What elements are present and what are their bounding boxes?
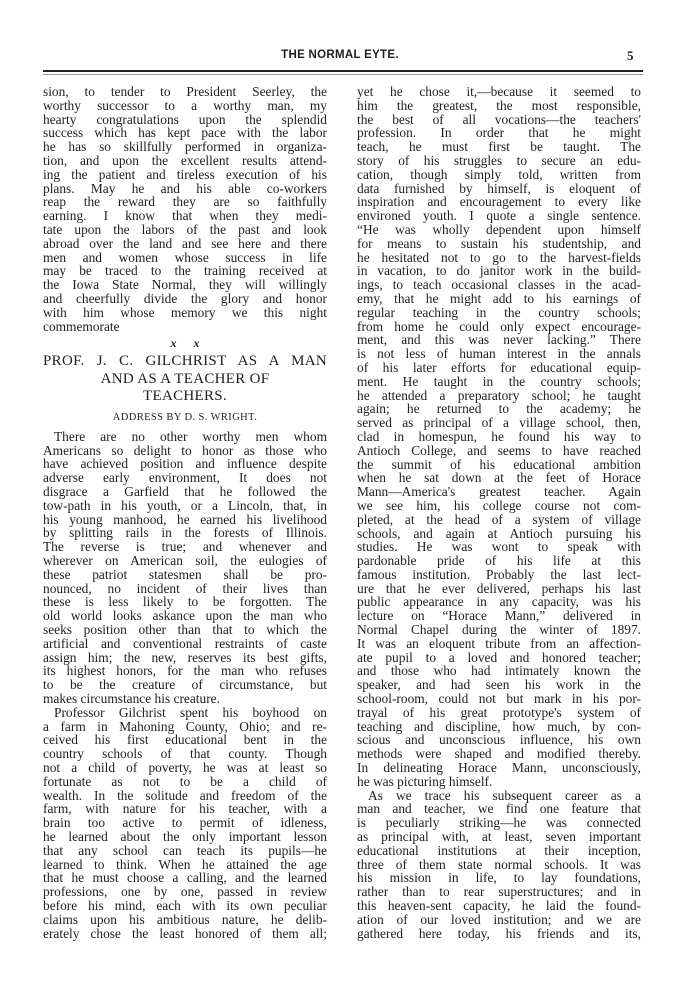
text-line: in vacation, to do janitor work in the build- — [357, 263, 641, 279]
text-line: his young manhood, he earned his livelihood — [43, 511, 327, 527]
text-line: ment. He taught in the country schools; — [357, 373, 641, 389]
text-line: farm, with nature for his teacher, with a — [43, 801, 327, 817]
text-line: these is less likely to be forgotten. The — [43, 594, 327, 610]
text-line: tow-path in his youth, or a Lincoln, that, in — [43, 497, 327, 513]
article-title-line: AND AS A TEACHER OF — [100, 370, 270, 387]
text-line: him the greatest, the most responsible, — [357, 97, 641, 113]
text-line: gathered here today, his friends and its, — [357, 925, 641, 941]
text-line: adverse early environment, It does not — [43, 470, 327, 486]
text-line: plans. May he and his able co-workers — [43, 180, 327, 196]
text-line: served as principal of a village school, then, — [357, 415, 641, 431]
text-line: he hesitated not to go to the harvest-fields — [357, 249, 641, 265]
text-line: artificial and conventional restraints of caste — [43, 635, 327, 651]
text-line: may be traced to the training received at — [43, 263, 327, 279]
text-line: the summit of his educational ambition — [357, 456, 641, 472]
text-line: to be the creature of circumstance, but — [43, 677, 327, 693]
text-line: assign him; the new, reserves its best gifts, — [43, 649, 327, 665]
text-line: wherever on American soil, the eulogies of — [43, 553, 327, 569]
text-line: Normal Chapel during the winter of 1897. — [357, 622, 641, 638]
text-line: men and women whose success in life — [43, 249, 327, 265]
text-line: and those who had intimately known the — [357, 663, 641, 679]
text-line: ation of our loved institution; and we are — [357, 911, 641, 927]
text-line: three of them state normal schools. It was — [357, 856, 641, 872]
text-line: clad in homespun, he found his way to — [357, 428, 641, 444]
running-head: THE NORMAL EYTE. — [281, 49, 399, 61]
text-line: its highest honors, for the man who refuses — [43, 663, 327, 679]
text-line: data furnished by himself, is eloquent of — [357, 180, 641, 196]
text-line: pardonable pride of his life at this — [357, 553, 641, 569]
text-line: school-room, could not but mark in his por- — [357, 691, 641, 707]
text-line: public appearance in any capacity, was his — [357, 594, 641, 610]
text-line: makes circumstance his creature. — [43, 690, 220, 706]
text-line: nounced, no incident of their lives than — [43, 580, 327, 596]
text-line: seeks position other than that to which the — [43, 622, 327, 637]
text-line: lecture on “Horace Mann,” delivered in — [357, 608, 641, 624]
paragraph — [357, 789, 641, 941]
paragraph — [43, 430, 327, 706]
paragraph — [357, 85, 641, 789]
text-line: this heaven-sent capacity, he laid the found- — [357, 898, 641, 914]
text-line: worthy successor to a worthy man, my — [43, 97, 327, 113]
text-line: schools, and again at Antioch pursuing his — [357, 525, 641, 541]
text-line: speaker, and had seen his work in the — [357, 677, 641, 693]
text-line: not a child of poverty, he was at least so — [43, 759, 327, 775]
text-line: story of his struggles to secure an edu- — [357, 152, 641, 168]
text-line: emy, that he might add to his earnings of — [357, 290, 641, 306]
text-line: pleted, at the head of a system of village — [357, 511, 641, 527]
text-line: commemorate — [43, 318, 120, 334]
text-line: old world looks askance upon the man who — [43, 608, 327, 624]
text-line: The reverse is true; and whenever and — [43, 539, 327, 555]
text-line: sion, to tender to President Seerley, the — [43, 84, 327, 99]
text-line: ings, to teach occasional classes in the acad- — [357, 277, 641, 293]
text-line: hearty congratulations upon the splendid — [43, 111, 327, 127]
header-rule — [43, 70, 643, 72]
text-line: wealth. In the solitude and freedom of the — [43, 787, 327, 803]
text-line: he has so skillfully performed in organiza- — [43, 139, 327, 155]
text-line: his mission in life, to lay foundations, — [357, 870, 641, 886]
text-line: for means to sustain his studentship, and — [357, 235, 641, 251]
text-line: tion, and upon the excellent results attend- — [43, 152, 327, 168]
page-number: 5 — [627, 48, 634, 63]
text-line: and cheerfully divide the glory and honor — [43, 290, 327, 306]
text-line: methods were shaped and modified thereby. — [357, 746, 641, 762]
text-line: earning. I know that when they medi- — [43, 208, 327, 224]
text-line: erately chose the least honored of them all; — [43, 925, 327, 941]
text-line: when he sat down at the feet of Horace — [357, 470, 641, 486]
text-line: of his later efforts for educational equip- — [357, 359, 641, 375]
section-separator: x x — [170, 336, 200, 351]
article-title-line: TEACHERS. — [143, 388, 227, 405]
article-title-line: PROF. J. C. GILCHRIST AS A MAN — [43, 353, 327, 370]
article-title — [43, 353, 327, 406]
text-line: educational institutions at their inception, — [357, 842, 641, 858]
text-line: As we trace his subsequent career as a — [368, 787, 641, 803]
text-line: he attended a preparatory school; he taught — [357, 387, 641, 403]
text-line: Antioch College, and seems to have reached — [357, 442, 641, 458]
text-line: have achieved position and influence despite — [43, 456, 327, 472]
byline: ADDRESS BY D. S. WRIGHT. — [112, 411, 258, 423]
paragraph — [43, 706, 327, 941]
right-column — [357, 85, 641, 940]
text-line: environed youth. I quote a single sentence. — [357, 208, 641, 224]
text-line: as principal with, at least, seven important — [357, 829, 641, 845]
text-line: There are no other worthy men whom — [54, 428, 327, 444]
text-line: It was an eloquent tribute from an affection- — [357, 635, 641, 651]
text-line: before his mind, each with its own peculiar — [43, 897, 327, 913]
text-line: profession. In order that he might — [357, 125, 641, 141]
text-line: teaching and discipline, how much, by con- — [357, 718, 641, 734]
text-line: Mann—America's greatest teacher. Again — [357, 484, 641, 500]
text-line: that he must choose a calling, and the learned — [43, 870, 327, 886]
text-line: that any school can teach its pupils—he — [43, 842, 327, 858]
text-line: rather than to rear superstructures; and in — [357, 884, 641, 900]
text-line: ate pupil to a loved and honored teacher; — [357, 649, 641, 665]
text-line: is not less of human interest in the annals — [357, 346, 641, 362]
text-line: the best of all vocations—the teachers' — [357, 111, 641, 127]
text-line: trayal of his great prototype's system of — [357, 704, 641, 720]
text-line: man and teacher, we find one feature that — [357, 801, 641, 817]
text-line: claims upon his ambitious nature, he delib- — [43, 911, 327, 927]
text-line: Professor Gilchrist spent his boyhood on — [54, 704, 327, 720]
text-line: famous institution. Probably the last lect- — [357, 566, 641, 582]
text-line: yet he chose it,—because it seemed to — [357, 84, 641, 99]
text-line: again; he returned to the academy; he — [357, 401, 641, 417]
text-line: a farm in Mahoning County, Ohio; and re- — [43, 718, 327, 734]
text-line: ure that he ever delivered, perhaps his last — [357, 580, 641, 596]
text-line: we see him, his college course not com- — [357, 497, 641, 513]
text-line: reap the reward they are so faithfully — [43, 194, 327, 210]
text-line: ceived his first educational bent in the — [43, 732, 327, 748]
text-line: cation, though simply told, written from — [357, 166, 641, 182]
text-line: brain too active to permit of idleness, — [43, 815, 327, 831]
text-line: learned to think. When he attained the age — [43, 856, 327, 872]
text-line: regular teaching in the country schools; — [357, 304, 641, 320]
text-line: success which has kept pace with the labor — [43, 125, 327, 141]
header-rule-thin — [43, 74, 643, 75]
text-line: studies. He was wont to speak with — [357, 539, 641, 555]
text-line: country schools of that county. Though — [43, 746, 327, 762]
text-line: Americans so delight to honor as those who — [43, 442, 327, 458]
left-column — [43, 85, 327, 940]
text-line: he was picturing himself. — [357, 773, 493, 789]
text-line: the Iowa State Normal, they will willingly — [43, 277, 327, 293]
text-line: tate upon the labors of the past and look — [43, 221, 327, 237]
text-line: ing the patient and tireless execution of his — [43, 166, 327, 182]
text-line: these patriot statesmen shall be pro- — [43, 566, 327, 582]
text-line: by splitting rails in the forests of Illinois. — [43, 525, 327, 541]
text-line: scious and unconscious influence, his own — [357, 732, 641, 748]
text-line: with him whose memory we this night — [43, 304, 327, 320]
text-line: fortunate as not to be a child of — [43, 773, 327, 789]
text-line: disgrace a Garfield that he followed the — [43, 484, 327, 500]
text-line: is peculiarly striking—he was connected — [357, 815, 641, 831]
text-line: professions, one by one, passed in review — [43, 884, 327, 900]
text-line: abroad over the land and see here and there — [43, 235, 327, 251]
text-line: from home he could only expect encourage- — [357, 318, 641, 334]
text-line: ment, and this was never lacking.” There — [357, 332, 641, 348]
paragraph — [43, 85, 327, 333]
text-line: “He was wholly dependent upon himself — [357, 221, 641, 237]
text-line: he learned about the only important lesson — [43, 828, 327, 844]
text-line: In delineating Horace Mann, unconsciously, — [357, 760, 641, 776]
text-line: inspiration and encouragement to every like — [357, 194, 641, 210]
text-line: teach, he must first be taught. The — [357, 139, 641, 155]
